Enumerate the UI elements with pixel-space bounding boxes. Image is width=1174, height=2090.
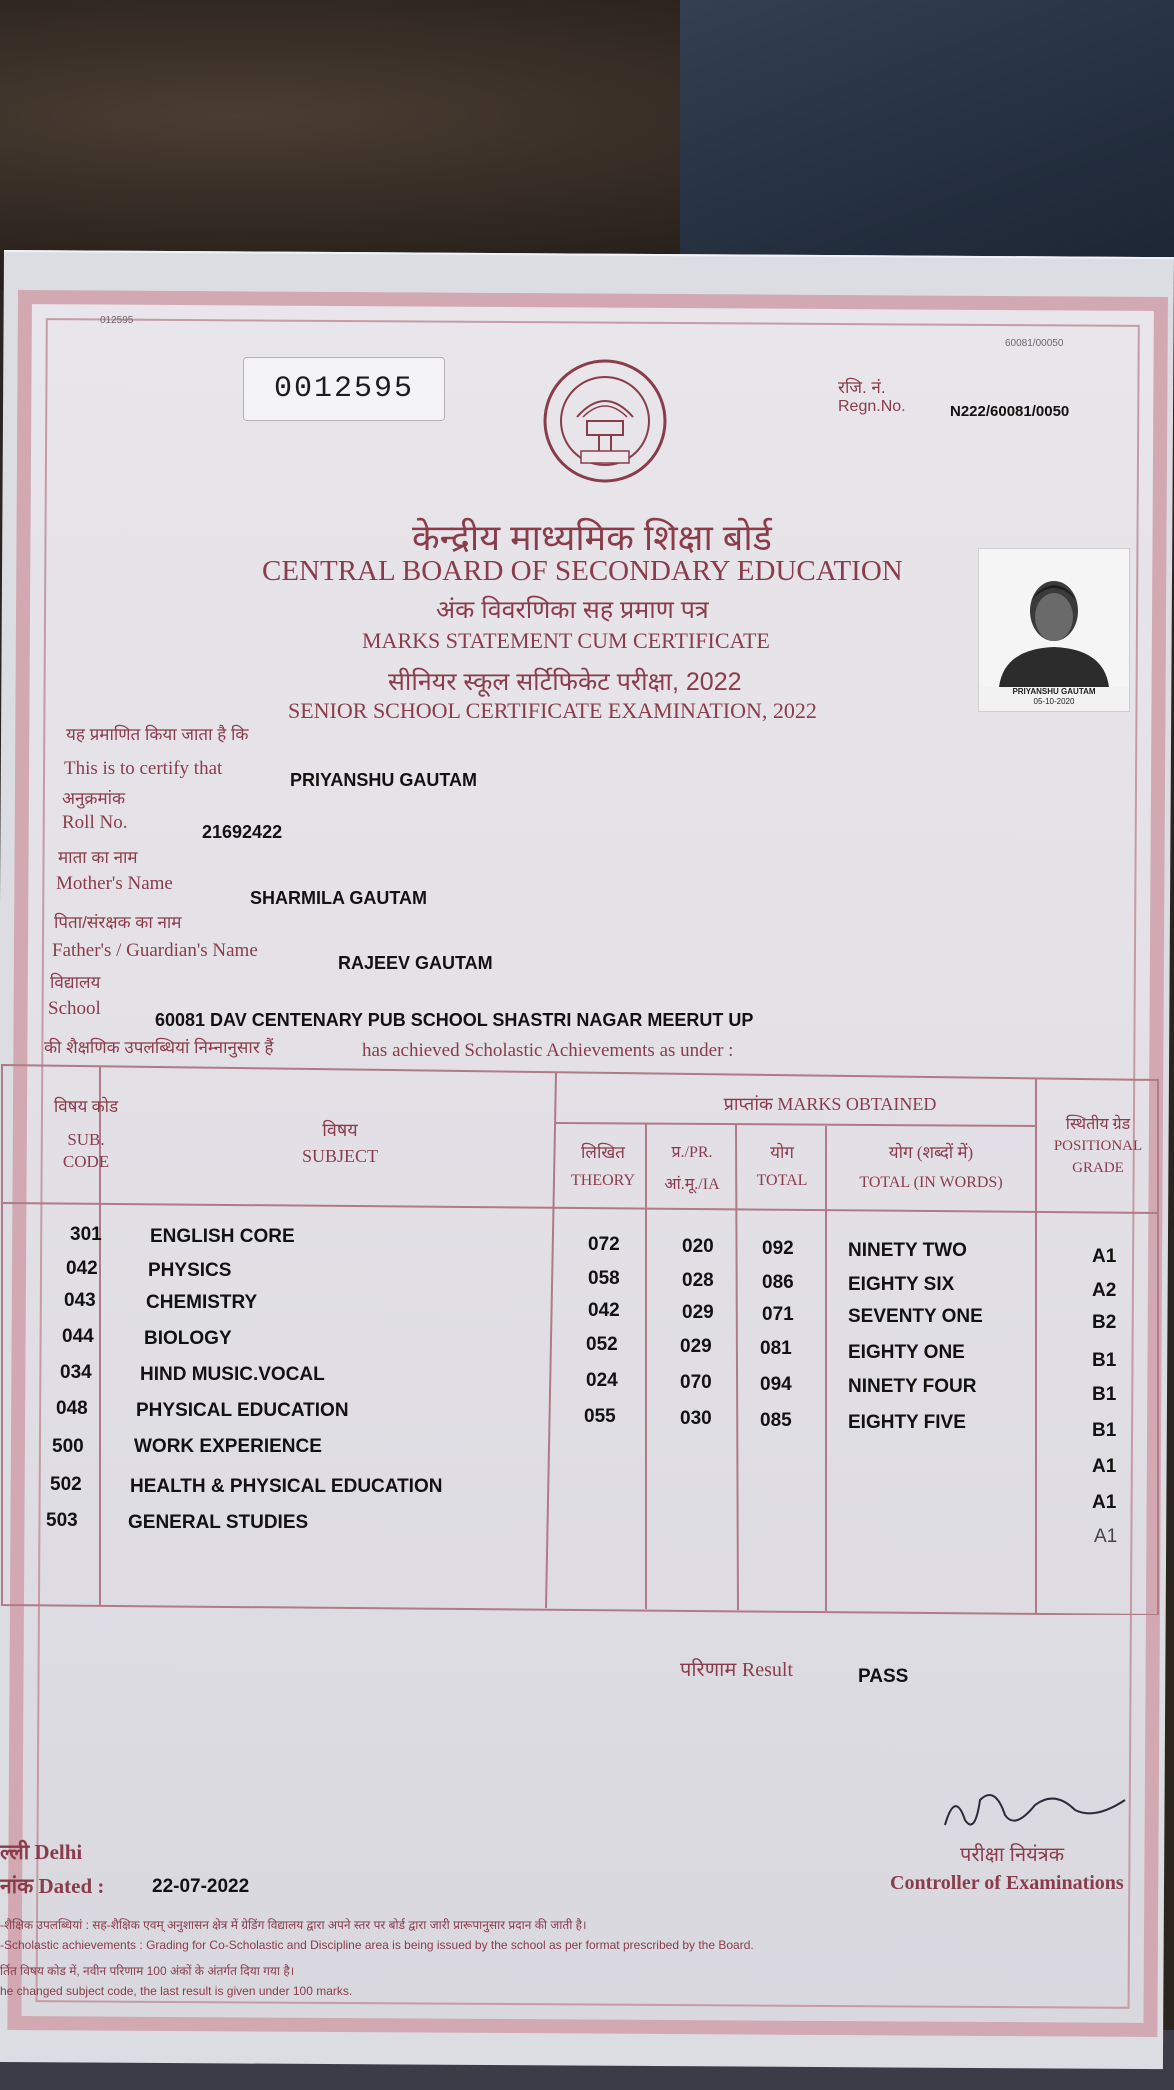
row-code: 042 [66, 1258, 98, 1279]
row-grade: A1 [1094, 1526, 1118, 1547]
header-total-hindi: योग [770, 1143, 794, 1162]
header-grade-line2: GRADE [1072, 1160, 1124, 1176]
row-code: 500 [52, 1436, 84, 1457]
cbse-emblem-icon [525, 355, 685, 490]
board-title-hindi: केन्द्रीय माध्यमिक शिक्षा बोर्ड [412, 517, 772, 558]
row-theory: 055 [584, 1406, 616, 1427]
row-subject: GENERAL STUDIES [128, 1512, 309, 1533]
photo-caption [979, 687, 1129, 707]
dated-label: नांक Dated : [0, 1874, 105, 1898]
header-code-line2: CODE [62, 1152, 110, 1171]
row-theory: 042 [588, 1300, 620, 1321]
school-label: School [48, 998, 101, 1019]
place-label: ल्ली Delhi [0, 1840, 83, 1864]
header-grade-line1: POSITIONAL [1053, 1138, 1143, 1154]
header-marks-en: MARKS OBTAINED [777, 1094, 937, 1114]
row-code: 048 [56, 1398, 88, 1419]
row-subject: CHEMISTRY [146, 1292, 258, 1313]
row-grade: B1 [1092, 1384, 1117, 1405]
row-total: 086 [762, 1272, 794, 1293]
row-grade: A1 [1092, 1492, 1117, 1513]
row-total: 071 [762, 1304, 794, 1325]
student-photo [978, 548, 1130, 712]
roll-number: 21692422 [202, 822, 283, 842]
doc-title: MARKS STATEMENT CUM CERTIFICATE [362, 628, 770, 653]
footnote-1-hindi: -शैक्षिक उपलब्धियां : सह-शैक्षिक एवम् अनुशासन क्षेत्र में ग्रेडिंग विद्यालय द्वारा अपने स्तर पर बोर्ड द्वारा जारी प्रारूपानुसार प्रदान की जाती है। [0, 1918, 587, 1932]
photo-caption-name: PRIYANSHU GAUTAM [1012, 687, 1096, 696]
row-grade: B1 [1092, 1350, 1117, 1371]
header-words: TOTAL (IN WORDS) [859, 1174, 1003, 1191]
small-code-right: 60081/00050 [1005, 338, 1064, 349]
row-pr: 029 [682, 1302, 714, 1323]
header-pr-hindi: प्र./PR. [671, 1144, 713, 1161]
row-theory: 024 [586, 1370, 618, 1391]
header-grade-hindi: स्थितीय ग्रेड [1065, 1116, 1131, 1133]
issue-date: 22-07-2022 [152, 1876, 250, 1897]
row-subject: PHYSICAL EDUCATION [136, 1400, 349, 1421]
row-subject: ENGLISH CORE [150, 1226, 295, 1247]
header-subject: SUBJECT [301, 1146, 379, 1166]
header-theory: THEORY [571, 1172, 635, 1189]
row-code: 503 [46, 1510, 78, 1531]
header-words-hindi: योग (शब्दों में) [888, 1143, 974, 1162]
result-label-en: Result [741, 1659, 794, 1681]
father-label-hindi: पिता/संरक्षक का नाम [54, 913, 182, 932]
row-code: 043 [64, 1290, 96, 1311]
header-subject-hindi: विषय [322, 1120, 358, 1140]
row-grade: A2 [1092, 1280, 1117, 1301]
result-value: PASS [858, 1666, 909, 1687]
mother-label-hindi: माता का नाम [58, 848, 138, 867]
header-theory-hindi: लिखित [581, 1143, 625, 1162]
father-label: Father's / Guardian's Name [52, 940, 258, 961]
small-serial-code: 012595 [100, 315, 134, 326]
father-name: RAJEEV GAUTAM [338, 953, 493, 973]
row-grade: A1 [1092, 1456, 1117, 1477]
achieve-label-hindi: की शैक्षणिक उपलब्धियां निम्नानुसार हैं [44, 1038, 274, 1057]
exam-title-hindi: सीनियर स्कूल सर्टिफिकेट परीक्षा, 2022 [388, 668, 742, 696]
roll-label-hindi: अनुक्रमांक [62, 789, 126, 808]
row-words: SEVENTY ONE [848, 1306, 983, 1327]
student-name: PRIYANSHU GAUTAM [290, 770, 478, 790]
row-grade: A1 [1092, 1246, 1117, 1267]
row-subject: HIND MUSIC.VOCAL [140, 1364, 325, 1385]
row-theory: 058 [588, 1268, 620, 1289]
exam-title: SENIOR SCHOOL CERTIFICATE EXAMINATION, 2022 [288, 698, 817, 723]
row-words: EIGHTY FIVE [848, 1412, 966, 1433]
school-label-hindi: विद्यालय [50, 973, 101, 992]
row-theory: 052 [586, 1334, 618, 1355]
row-words: EIGHTY SIX [848, 1274, 955, 1295]
row-subject: WORK EXPERIENCE [134, 1436, 322, 1457]
controller-title-hindi: परीक्षा नियंत्रक [960, 1844, 1065, 1866]
controller-title: Controller of Examinations [890, 1872, 1124, 1894]
achieve-label: has achieved Scholastic Achievements as under : [362, 1040, 734, 1061]
row-code: 502 [50, 1474, 82, 1495]
row-grade: B1 [1092, 1420, 1117, 1441]
row-code: 044 [62, 1326, 94, 1347]
header-marks-hindi: प्राप्तांक [723, 1094, 773, 1114]
roll-label: Roll No. [62, 812, 128, 833]
row-pr: 029 [680, 1336, 712, 1357]
header-code-hindi: विषय कोड [53, 1097, 119, 1116]
board-title: CENTRAL BOARD OF SECONDARY EDUCATION [262, 555, 903, 587]
row-subject: BIOLOGY [144, 1328, 232, 1349]
row-total: 094 [760, 1374, 792, 1395]
row-total: 081 [760, 1338, 792, 1359]
row-pr: 070 [680, 1372, 712, 1393]
row-grade: B2 [1092, 1312, 1117, 1333]
header-code-line1: SUB. [67, 1130, 105, 1149]
mother-name: SHARMILA GAUTAM [250, 888, 427, 908]
mother-label: Mother's Name [56, 873, 173, 894]
student-portrait-icon [979, 549, 1129, 687]
row-total: 092 [762, 1238, 794, 1259]
row-pr: 020 [682, 1236, 714, 1257]
regn-label: Regn.No. [838, 398, 906, 415]
row-code: 034 [60, 1362, 92, 1383]
footnote-2: he changed subject code, the last result is given under 100 marks. [0, 1984, 353, 1998]
row-words: NINETY FOUR [848, 1376, 977, 1397]
photo-caption-date: 05-10-2020 [1033, 697, 1075, 706]
header-total: TOTAL [756, 1172, 808, 1189]
row-code: 301 [70, 1224, 102, 1245]
controller-signature-icon [935, 1780, 1135, 1840]
row-subject: PHYSICS [148, 1260, 232, 1281]
header-marks [600, 1092, 1060, 1116]
row-pr: 030 [680, 1408, 712, 1429]
regn-number: N222/60081/0050 [950, 403, 1070, 420]
row-words: NINETY TWO [848, 1240, 967, 1261]
row-theory: 072 [588, 1234, 620, 1255]
row-subject: HEALTH & PHYSICAL EDUCATION [130, 1476, 443, 1497]
footnote-1: -Scholastic achievements : Grading for Co-Scholastic and Discipline area is being issued by the school as per format prescribed by the Board. [0, 1938, 754, 1952]
school-name: 60081 DAV CENTENARY PUB SCHOOL SHASTRI NAGAR MEERUT UP [155, 1010, 754, 1030]
row-total: 085 [760, 1410, 792, 1431]
regn-label-hindi: रजि. नं. [838, 378, 886, 397]
header-ia: आं.मू./IA [664, 1176, 720, 1193]
footnote-2-hindi: र्तित विषय कोड में, नवीन परिणाम 100 अंकों के अंतर्गत दिया गया है। [0, 1964, 295, 1978]
row-pr: 028 [682, 1270, 714, 1291]
result-label-hindi: परिणाम [680, 1659, 737, 1681]
certify-label: This is to certify that [64, 758, 223, 779]
row-words: EIGHTY ONE [848, 1342, 965, 1363]
doc-title-hindi: अंक विवरणिका सह प्रमाण पत्र [436, 596, 709, 624]
result-label [680, 1655, 793, 1682]
background-jeans [680, 0, 1174, 285]
certify-label-hindi: यह प्रमाणित किया जाता है कि [66, 725, 249, 744]
serial-number: 0012595 [243, 357, 445, 421]
